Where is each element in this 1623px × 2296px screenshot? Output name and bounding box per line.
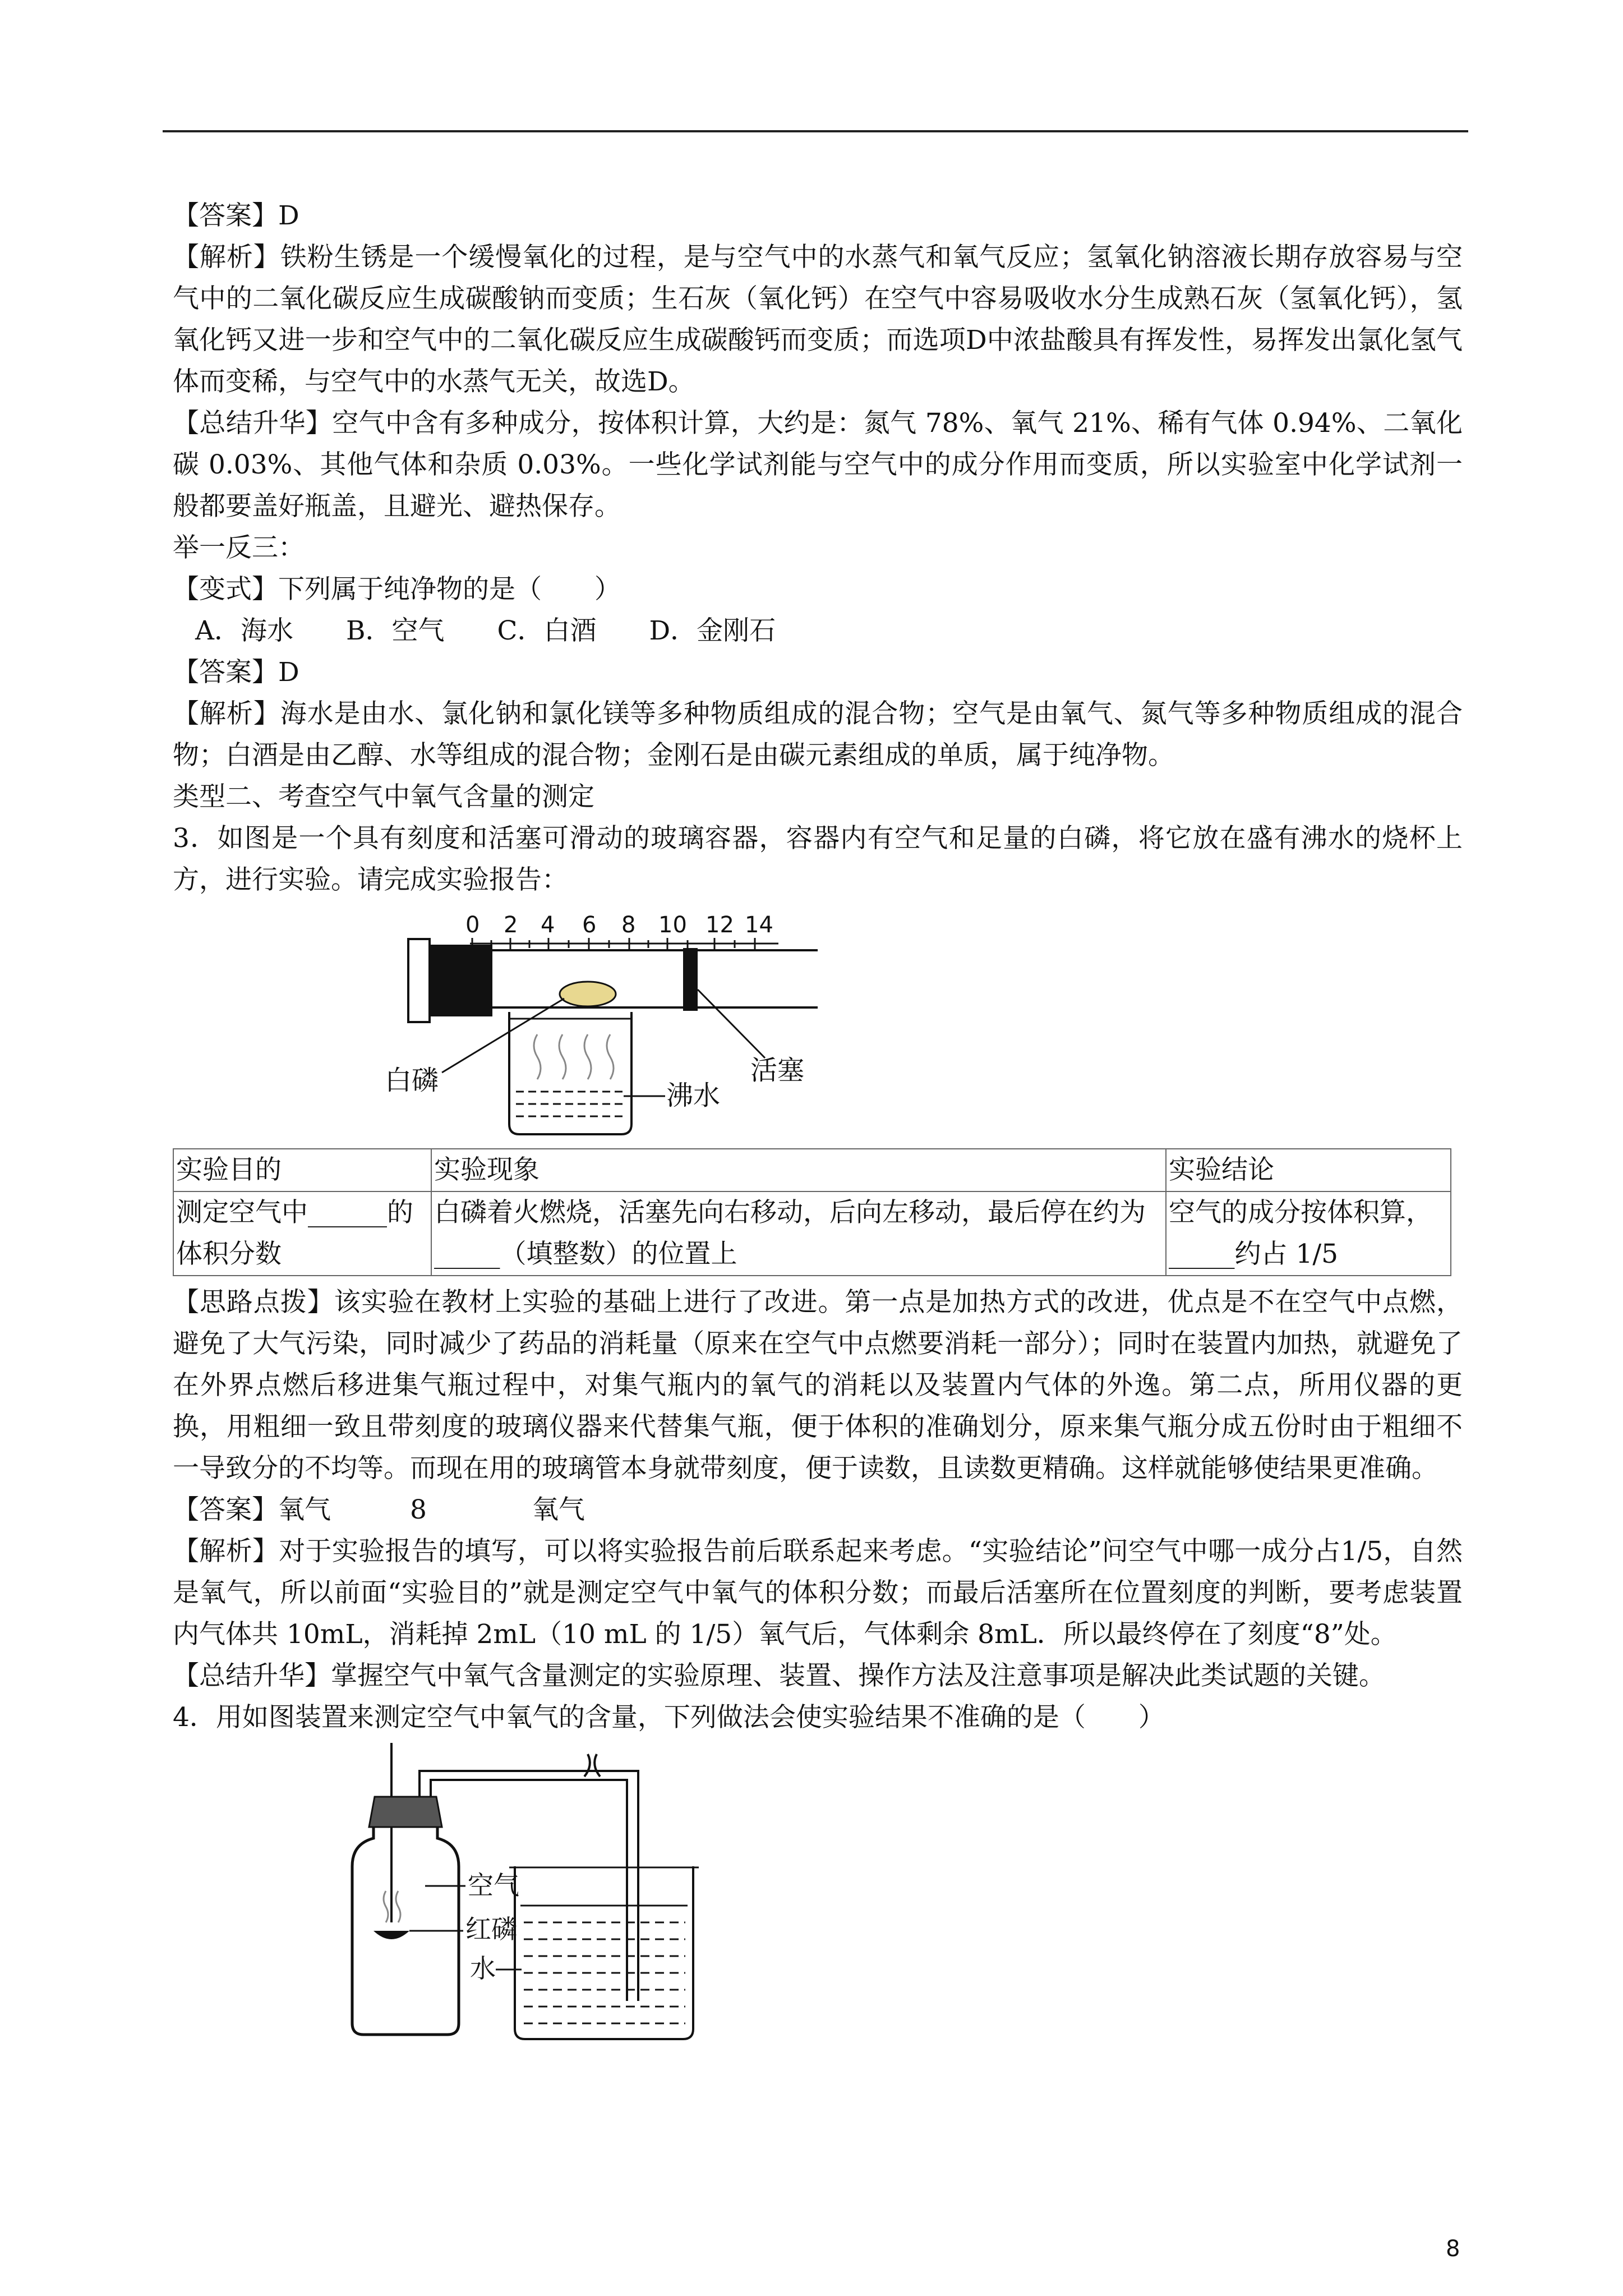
boiling-water bbox=[516, 1092, 625, 1116]
analysis-1: 【解析】铁粉生锈是一个缓慢氧化的过程，是与空气中的水蒸气和氧气反应；氢氧化钠溶液长期存放容易与空气中的二氧化碳反应生成碳酸钠而变质；生石灰（氧化钙）在空气中容易吸收水分生成熟石灰（氢氧化钙），氢氧化钙又进一步和空气中的二氧化碳反应生成碳酸钙而变质；而选项D中浓盐酸具有挥发性，易挥发出氯化氢气体而变稀，与空气中的水蒸气无关，故选D。 bbox=[173, 242, 1463, 397]
scale-tick: 6 bbox=[582, 912, 597, 938]
label-white-phosphorus: 白磷 bbox=[385, 1065, 439, 1096]
label-water: 水 bbox=[470, 1953, 496, 1984]
scale-tick: 14 bbox=[745, 912, 773, 938]
water-beaker bbox=[515, 1866, 693, 2039]
analysis-2: 【解析】海水是由水、氯化钠和氯化镁等多种物质组成的混合物；空气是由氧气、氮气等多种物质组成的混合物；白酒是由乙醇、水等组成的混合物；金刚石是由碳元素组成的单质，属于纯净物。 bbox=[173, 698, 1463, 771]
scale-tick: 12 bbox=[706, 912, 734, 938]
header-rule bbox=[163, 130, 1468, 132]
tube-stopper bbox=[425, 945, 492, 1016]
answer-2: 【答案】D bbox=[173, 657, 299, 688]
beaker-water bbox=[520, 1906, 688, 2023]
pointer-piston bbox=[698, 990, 765, 1058]
figure-syringe-apparatus bbox=[173, 901, 1463, 1145]
rubber-stopper bbox=[369, 1797, 442, 1827]
answer-1: 【答案】D bbox=[173, 200, 299, 231]
syringe-diagram bbox=[257, 911, 818, 1141]
spring-clip bbox=[584, 1754, 600, 1777]
label-air: 空气 bbox=[468, 1870, 519, 1901]
label-boiling-water: 沸水 bbox=[666, 1080, 721, 1111]
tube-end-cap bbox=[408, 939, 430, 1022]
page-number: 8 bbox=[1446, 2236, 1460, 2262]
page-content bbox=[173, 195, 1463, 2053]
scale-tick: 0 bbox=[465, 912, 480, 938]
label-piston: 活塞 bbox=[750, 1055, 805, 1086]
practice-heading: 举一反三： bbox=[173, 532, 305, 563]
scale-tick: 8 bbox=[621, 912, 636, 938]
label-red-phosphorus: 红磷 bbox=[465, 1914, 517, 1944]
summary-1: 【总结升华】空气中含有多种成分，按体积计算，大约是：氮气 78%、氧气 21%、稀有气体 0.94%、二氧化碳 0.03%、其他气体和杂质 0.03%。一些化学试剂能与空气中的成分作用而变质，所以实验室中化学试剂一般都要盖好瓶盖，且避光、避热保存。 bbox=[173, 408, 1463, 522]
white-phosphorus-blob bbox=[560, 982, 616, 1006]
bottle-diagram bbox=[347, 1743, 795, 2046]
question-3: 3．如图是一个具有刻度和活塞可滑动的玻璃容器，容器内有空气和足量的白磷，将它放在盛有沸水的烧杯上方，进行实验。请完成实验报告： bbox=[173, 823, 1463, 895]
scale-tick: 2 bbox=[504, 912, 518, 938]
answer-3: 【答案】氧气 8 氧气 bbox=[173, 1494, 585, 1525]
table-cell: 空气的成分按体积算，_____约占 1/5 bbox=[1166, 1191, 1451, 1276]
figure-bottle-apparatus bbox=[173, 1738, 1463, 2053]
type-two-heading: 类型二、考查空气中氧气含量的测定 bbox=[173, 781, 594, 812]
scale-tick: 4 bbox=[541, 912, 555, 938]
table-row bbox=[173, 1191, 1451, 1276]
scale-tick: 10 bbox=[658, 912, 687, 938]
variant-question: 【变式】下列属于纯净物的是（ ） bbox=[173, 574, 621, 605]
summary-3: 【总结升华】掌握空气中氧气含量测定的实验原理、装置、操作方法及注意事项是解决此类试题的关键。 bbox=[173, 1660, 1385, 1691]
table-cell: 测定空气中______的体积分数 bbox=[173, 1191, 431, 1276]
combustion-spoon bbox=[374, 1931, 409, 1939]
variant-options: A．海水 B．空气 C．白酒 D．金刚石 bbox=[195, 615, 776, 646]
question-4: 4．用如图装置来测定空气中氧气的含量，下列做法会使实验结果不准确的是（ ） bbox=[173, 1702, 1165, 1733]
piston bbox=[683, 948, 698, 1011]
table-header: 实验现象 bbox=[431, 1149, 1166, 1191]
table-header: 实验结论 bbox=[1166, 1149, 1451, 1191]
steam-waves bbox=[534, 1034, 614, 1079]
table-header: 实验目的 bbox=[173, 1149, 431, 1191]
table-cell: 白磷着火燃烧，活塞先向右移动，后向左移动，最后停在约为 _____（填整数）的位置上 bbox=[431, 1191, 1166, 1276]
thinking-tip: 【思路点拨】该实验在教材上实验的基础上进行了改进。第一点是加热方式的改进，优点是不在空气中点燃，避免了大气污染，同时减少了药品的消耗量（原来在空气中点燃要消耗一部分）；同时在装置内加热，就避免了在外界点燃后移进集气瓶过程中，对集气瓶内的氧气的消耗以及装置内气体的外逸。第二点，所用仪器的更换，用粗细一致且带刻度的玻璃仪器来代替集气瓶，便于体积的准确划分，原来集气瓶分成五份时由于粗细不一导致分的不均等。而现在用的玻璃管本身就带刻度，便于读数，且读数更精确。这样就能够使结果更准确。 bbox=[173, 1287, 1463, 1484]
experiment-report-table bbox=[173, 1148, 1451, 1276]
table-header-row bbox=[173, 1149, 1451, 1191]
analysis-3: 【解析】对于实验报告的填写，可以将实验报告前后联系起来考虑。“实验结论”问空气中哪一成分占1/5，自然是氧气，所以前面“实验目的”就是测定空气中氧气的体积分数；而最后活塞所在位置刻度的判断，要考虑装置内气体共 10mL，消耗掉 2mL（10 mL 的 1/5）氧气后，气体剩余 8mL．所以最终停在了刻度“8”处。 bbox=[173, 1536, 1463, 1650]
